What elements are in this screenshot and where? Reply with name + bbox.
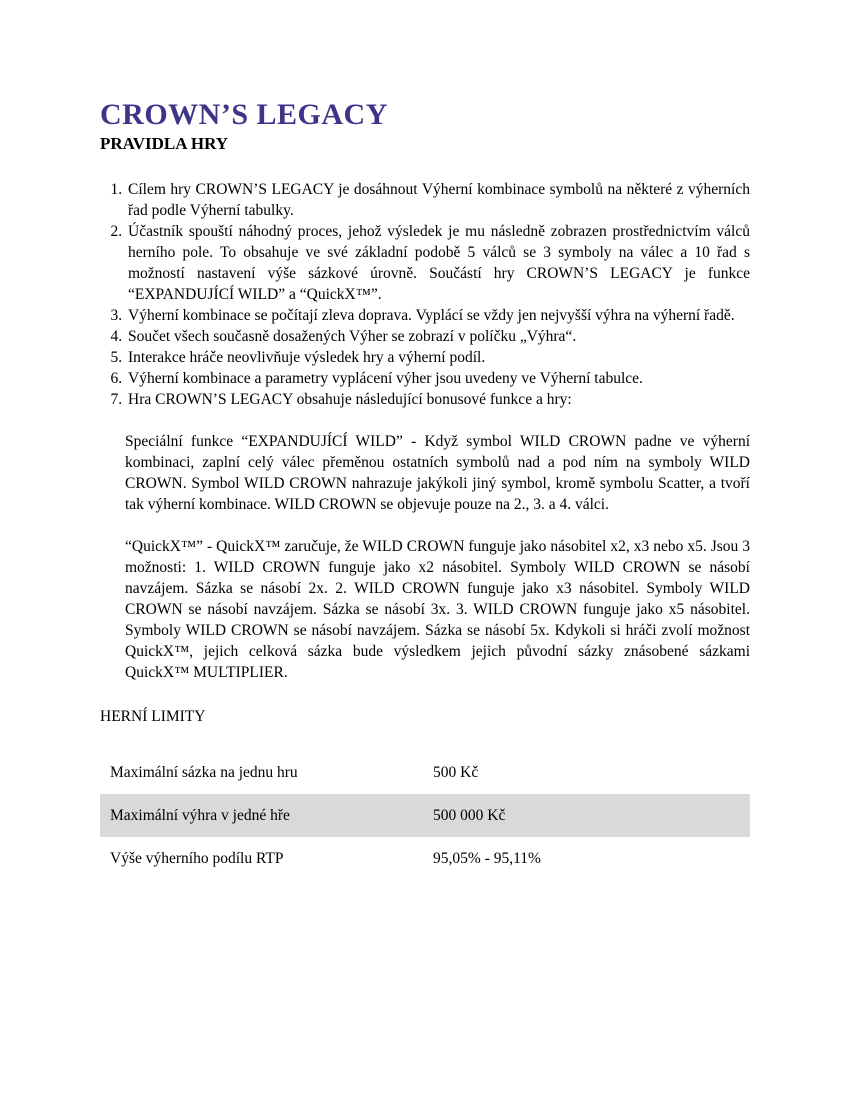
- document-subtitle: PRAVIDLA HRY: [100, 134, 229, 153]
- rules-list: [100, 179, 750, 410]
- limits-row-max-bet: [100, 751, 750, 794]
- limit-label: Výše výherního podílu RTP: [110, 849, 284, 867]
- rule-item-5: 5. Interakce hráče neovlivňuje výsledek hry a výherní podíl.: [126, 347, 750, 368]
- rule-item-1: 1. Cílem hry CROWN’S LEGACY je dosáhnout Výherní kombinace symbolů na některé z výherních řad podle Výherní tabulky.: [126, 179, 750, 221]
- rule-item-4: 4. Součet všech současně dosažených Výher se zobrazí v políčku „Výhra“.: [126, 326, 750, 347]
- rule-item-3: 3. Výherní kombinace se počítají zleva doprava. Vyplácí se vždy jen nejvyšší výhra na výherní řadě.: [126, 305, 750, 326]
- rule-item-6: 6. Výherní kombinace a parametry vyplácení výher jsou uvedeny ve Výherní tabulce.: [126, 368, 750, 389]
- rule-item-2: 2. Účastník spouští náhodný proces, jehož výsledek je mu následně zobrazen prostřednictvím válců herního pole. To obsahuje ve své základní podobě 5 válců se 3 symboly na válec a 10 řad s možností nastavení výše sázkové úrovně. Součástí hry CROWN’S LEGACY je funkce “EXPANDUJÍCÍ WILD” a “QuickX™”.: [126, 221, 750, 305]
- rule-item-7: 7. Hra CROWN’S LEGACY obsahuje následující bonusové funkce a hry:: [126, 389, 750, 410]
- feature-paragraph-quickx: “QuickX™” - QuickX™ zaručuje, že WILD CROWN funguje jako násobitel x2, x3 nebo x5. Jsou 3 možnosti: 1. WILD CROWN funguje jako x2 násobitel. Symboly WILD CROWN se násobí navzájem. Sázka se násobí 2x. 2. WILD CROWN funguje jako x3 násobitel. Symboly WILD CROWN se násobí navzájem. Sázka se násobí 3x. 3. WILD CROWN funguje jako x5 násobitel. Symboly WILD CROWN se násobí navzájem. Sázka se násobí 5x. Kdykoli si hráči zvolí možnost QuickX™, jejich celková sázka bude výsledkem jejich původní sázky znásobené sázkami QuickX™ MULTIPLIER.: [125, 538, 750, 681]
- limit-value: 95,05% - 95,11%: [433, 849, 541, 867]
- limit-value: 500 Kč: [433, 763, 479, 781]
- limit-value: 500 000 Kč: [433, 806, 506, 824]
- feature-paragraph-expanding-wild: Speciální funkce “EXPANDUJÍCÍ WILD” - Když symbol WILD CROWN padne ve výherní kombinaci, zaplní celý válec přeměnou ostatních symbolů nad a pod ním na symboly WILD CROWN. Symbol WILD CROWN nahrazuje jakýkoli jiný symbol, kromě symbolu Scatter, a tvoří tak výherní kombinace. WILD CROWN se objevuje pouze na 2., 3. a 4. válci.: [125, 433, 750, 513]
- limits-row-max-win: [100, 794, 750, 837]
- limits-table: [100, 751, 750, 880]
- limits-heading: HERNÍ LIMITY: [100, 708, 206, 725]
- limit-label: Maximální sázka na jednu hru: [110, 763, 298, 781]
- limits-row-rtp: [100, 837, 750, 880]
- limit-label: Maximální výhra v jedné hře: [110, 806, 290, 824]
- document-title: CROWN’S LEGACY: [100, 98, 388, 131]
